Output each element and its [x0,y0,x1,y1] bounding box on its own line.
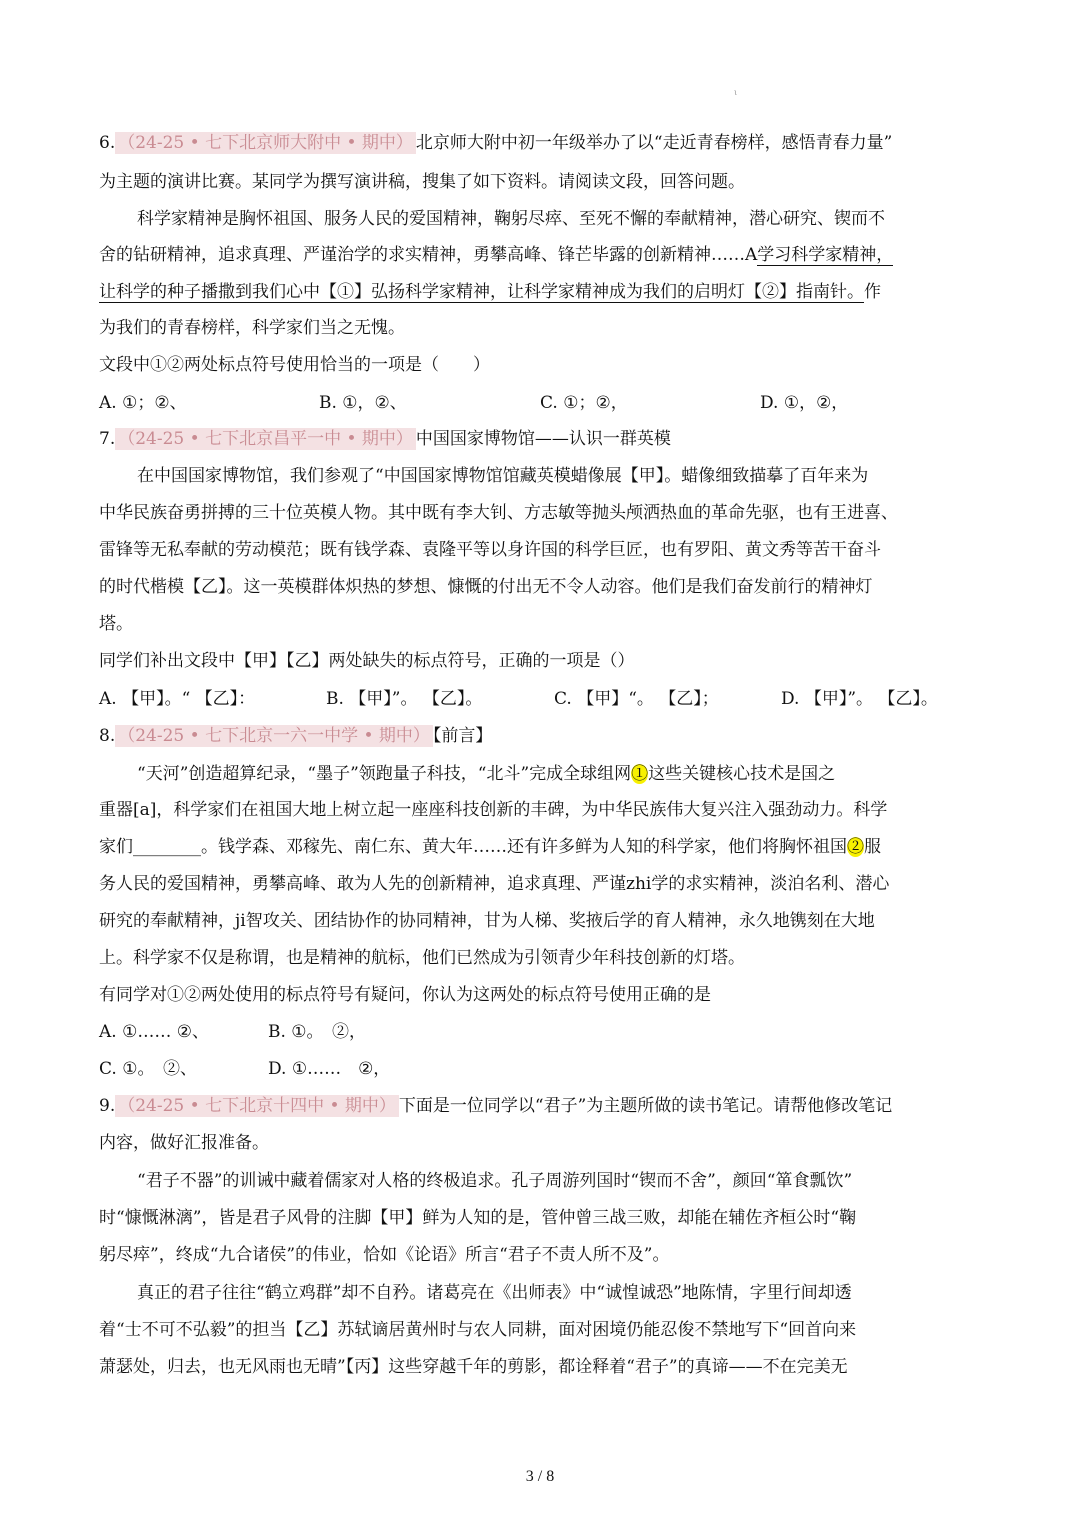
q9-source-tag: （24-25 • 七下北京十四中 • 期中） [115,1095,399,1117]
q9-passage-line: 着“士不可不弘毅”的担当【乙】苏轼谪居黄州时与农人同耕，面对困境仍能忍俊不禁地写下“回首向来 [99,1320,857,1340]
q6-option-d: D. ①，②， [760,393,849,413]
q7-option-a: A. 【甲】。“ 【乙】： [99,689,256,709]
q8-passage-text: “天河”创造超算纪录，“墨子”领跑量子科技，“北斗”完成全球组网 [137,764,632,784]
q6-intro: 北京师大附中初一年级举办了以“走近青春榜样，感悟青春力量” [415,133,893,153]
q8-highlight-mark-1: ① [631,764,649,784]
q8-passage-line [99,836,881,858]
q8-option-a: A. ①…… ②、 [99,1022,209,1042]
q7-question: 同学们补出文段中【甲】【乙】两处缺失的标点符号，正确的一项是（） [99,651,635,671]
q7-passage-line: 在中国国家博物馆，我们参观了“中国国家博物馆馆藏英模蜡像展【甲】。蜡像细致描摹了百年来为 [137,466,869,486]
q8-passage-line: 上。科学家不仅是称谓，也是精神的航标，他们已然成为引领青少年科技创新的灯塔。 [99,948,745,968]
q8-passage-text: 服 [864,837,881,857]
q7-number: 7. [99,429,116,449]
q8-intro: 【前言】 [432,726,493,746]
q7-option-d: D. 【甲】”。 【乙】。 [781,689,938,709]
q9-passage-line: 萧瑟处，归去，也无风雨也无晴”【丙】这些穿越千年的剪影，都诠释着“君子”的真谛——不在完美无 [99,1357,848,1377]
q8-option-b: B. ①。 ②， [268,1022,367,1042]
q6-passage-line: 为我们的青春榜样，科学家们当之无愧。 [99,318,405,338]
q9-passage-line: 真正的君子往往“鹤立鸡群”却不自矜。诸葛亮在《出师表》中“诚惶诚恐”地陈情，字里行间却透 [137,1283,852,1303]
q8-passage-text: 这些关键核心技术是国之 [648,764,836,784]
q6-option-c: C. ①；②， [540,393,628,413]
q8-highlight-mark-2: ② [847,837,864,857]
q8-passage-line: 务人民的爱国精神，勇攀高峰、敢为人先的创新精神，追求真理、严谨zhi学的求实精神，淡泊名利、潜心 [99,874,890,894]
top-mark: ι [734,88,738,97]
q7-option-b: B. 【甲】”。 【乙】。 [326,689,483,709]
q8-passage-line: 重器[a]，科学家们在祖国大地上树立起一座座科技创新的丰碑，为中华民族伟大复兴注入强劲动力。科学 [99,800,888,820]
q8-option-d: D. ①…… ②， [268,1059,391,1079]
q8-number: 8. [99,726,116,746]
q8-question: 有同学对①②两处使用的标点符号有疑问，你认为这两处的标点符号使用正确的是 [99,985,711,1005]
q7-passage-line: 中华民族奋勇拼搏的三十位英模人物。其中既有李大钊、方志敏等抛头颅洒热血的革命先驱，也有王进喜、 [99,503,898,523]
q8-passage-text: 家们________。钱学森、邓稼先、南仁东、黄大年……还有许多鲜为人知的科学家，他们将胸怀祖国 [99,837,847,857]
q7-passage-line: 的时代楷模【乙】。这一英模群体炽热的梦想、慷慨的付出无不令人动容。他们是我们奋发前行的精神灯 [99,577,873,597]
q6-source-tag: （24-25 • 七下北京师大附中 • 期中） [115,132,416,154]
page-number: 3 / 8 [525,1468,555,1485]
q8-source-tag: （24-25 • 七下北京一六一中学 • 期中） [115,725,433,747]
q8-passage-line [137,763,835,785]
q9-intro-cont: 内容，做好汇报准备。 [99,1133,269,1153]
q6-passage-line: 科学家精神是胸怀祖国、服务人民的爱国精神，鞠躬尽瘁、至死不懈的奉献精神，潜心研究、锲而不 [137,209,885,229]
q9-passage-line: “君子不器”的训诫中藏着儒家对人格的终极追求。孔子周游列国时“锲而不舍”，颜回“箪食瓢饮” [137,1171,853,1191]
q7-header [99,428,671,450]
q6-number: 6. [99,133,116,153]
q9-header [99,1095,892,1117]
q7-option-c: C. 【甲】“。 【乙】； [554,689,719,709]
q9-number: 9. [99,1096,116,1116]
q7-passage-line: 雷锋等无私奉献的劳动模范；既有钱学森、袁隆平等以身许国的科学巨匠，也有罗阳、黄文秀等苦干奋斗 [99,540,881,560]
q8-passage-line: 研究的奉献精神，ji智攻关、团结协作的协同精神，甘为人梯、奖掖后学的育人精神，永久地镌刻在大地 [99,911,875,931]
q6-passage-text: 作 [864,282,881,302]
q7-intro: 中国国家博物馆——认识一群英模 [415,429,671,449]
q6-underlined-text: 让科学的种子播撒到我们心中【①】弘扬科学家精神，让科学家精神成为我们的启明灯【②】指南针。 [99,282,864,302]
q6-underlined-text: 学习科学家精神， [757,245,894,265]
q6-passage-line [99,244,893,266]
q8-option-c: C. ①。 ②、 [99,1059,197,1079]
q6-passage-line [99,281,881,303]
q9-passage-line: 躬尽瘁”，终成“九合诸侯”的伟业，恰如《论语》所言“君子不责人所不及”。 [99,1245,670,1265]
q6-option-a: A. ①；②、 [99,393,187,413]
q6-header [99,132,892,154]
q8-header [99,725,492,747]
q7-source-tag: （24-25 • 七下北京昌平一中 • 期中） [115,428,416,450]
q7-passage-line: 塔。 [99,614,133,634]
q9-passage-line: 时“慷慨淋漓”，皆是君子风骨的注脚【甲】鲜为人知的是，管仲曾三战三败，却能在辅佐齐桓公时“鞠 [99,1208,857,1228]
q6-question: 文段中①②两处标点符号使用恰当的一项是（ ） [99,355,490,375]
q6-intro-cont: 为主题的演讲比赛。某同学为撰写演讲稿，搜集了如下资料。请阅读文段，回答问题。 [99,172,745,192]
q6-passage-text: 舍的钻研精神，追求真理、严谨治学的求实精神，勇攀高峰、锋芒毕露的创新精神……A [99,245,758,265]
q6-option-b: B. ①，②、 [319,393,407,413]
q9-intro: 下面是一位同学以“君子”为主题所做的读书笔记。请帮他修改笔记 [398,1096,893,1116]
